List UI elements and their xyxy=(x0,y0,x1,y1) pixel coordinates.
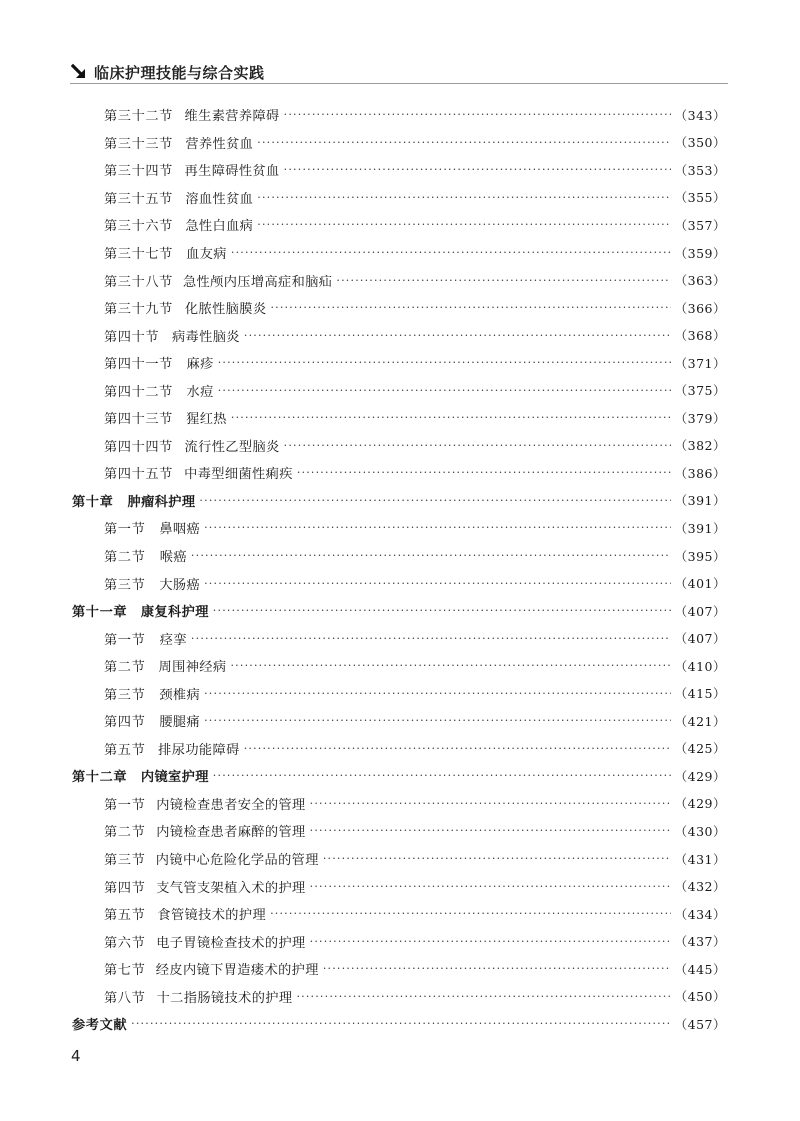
toc-section-entry[interactable] xyxy=(72,211,726,239)
entry-title: 腰腿痛 xyxy=(159,715,201,731)
dot-leader xyxy=(310,935,671,948)
entry-page-number: （457） xyxy=(674,1016,726,1032)
entry-label: 第一节 xyxy=(104,522,146,538)
toc-section-entry[interactable] xyxy=(72,927,726,955)
entry-title: 十二指肠镜技术的护理 xyxy=(156,990,293,1006)
entry-label: 第八节 xyxy=(104,990,146,1006)
toc-section-entry[interactable] xyxy=(72,321,726,349)
entry-title: 中毒型细菌性痢疾 xyxy=(184,467,293,483)
entry-label: 第三节 xyxy=(104,577,146,593)
entry-label: 第四十一节 xyxy=(104,357,173,373)
toc-section-entry[interactable] xyxy=(72,624,726,652)
entry-title: 鼻咽癌 xyxy=(159,522,201,538)
entry-page-number: （429） xyxy=(674,796,726,812)
toc-section-entry[interactable] xyxy=(72,845,726,873)
entry-label: 第四十五节 xyxy=(104,467,173,483)
toc-chapter-entry[interactable] xyxy=(72,1010,726,1038)
entry-page-number: （407） xyxy=(674,603,726,619)
entry-title: 支气管支架植入术的护理 xyxy=(156,880,306,896)
dot-leader xyxy=(270,907,671,920)
dot-leader xyxy=(336,274,670,287)
entry-label: 第四节 xyxy=(104,880,146,896)
entry-title: 麻疹 xyxy=(186,357,214,373)
entry-title: 大肠癌 xyxy=(159,577,201,593)
toc-chapter-entry[interactable] xyxy=(72,597,726,625)
dot-leader xyxy=(218,384,671,397)
toc-section-entry[interactable] xyxy=(72,239,726,267)
header-divider xyxy=(70,83,728,84)
entry-title: 流行性乙型脑炎 xyxy=(184,439,280,455)
toc-section-entry[interactable] xyxy=(72,459,726,487)
entry-label: 参考文献 xyxy=(72,1018,128,1034)
toc-section-entry[interactable] xyxy=(72,569,726,597)
entry-title: 周围神经病 xyxy=(158,660,227,676)
dot-leader xyxy=(297,466,671,479)
entry-label: 第四节 xyxy=(104,715,146,731)
entry-title: 康复科护理 xyxy=(140,605,209,621)
entry-title: 颈椎病 xyxy=(159,687,201,703)
entry-page-number: （343） xyxy=(674,107,726,123)
dot-leader xyxy=(257,136,670,149)
dot-leader xyxy=(204,714,671,727)
entry-page-number: （368） xyxy=(674,328,726,344)
toc-section-entry[interactable] xyxy=(72,983,726,1011)
toc-section-entry[interactable] xyxy=(72,817,726,845)
toc-chapter-entry[interactable] xyxy=(72,762,726,790)
dot-leader xyxy=(244,329,671,342)
entry-label: 第三十五节 xyxy=(104,191,173,207)
entry-label: 第三十三节 xyxy=(104,136,173,152)
toc-section-entry[interactable] xyxy=(72,790,726,818)
dot-leader xyxy=(284,439,671,452)
entry-label: 第五节 xyxy=(104,908,146,924)
dot-leader xyxy=(296,990,670,1003)
entry-page-number: （353） xyxy=(674,162,726,178)
entry-page-number: （379） xyxy=(674,410,726,426)
entry-label: 第三十二节 xyxy=(104,109,173,125)
toc-chapter-entry[interactable] xyxy=(72,487,726,515)
toc-section-entry[interactable] xyxy=(72,266,726,294)
entry-title: 电子胃镜检查技术的护理 xyxy=(156,935,306,951)
dot-leader xyxy=(310,824,671,837)
entry-page-number: （421） xyxy=(674,713,726,729)
entry-label: 第一节 xyxy=(104,797,146,813)
entry-page-number: （391） xyxy=(674,493,726,509)
entry-title: 内镜检查患者麻醉的管理 xyxy=(156,825,306,841)
entry-label: 第七节 xyxy=(104,963,146,979)
entry-label: 第三节 xyxy=(104,853,146,869)
entry-title: 痉挛 xyxy=(159,632,187,648)
dot-leader xyxy=(230,659,670,672)
entry-page-number: （386） xyxy=(674,465,726,481)
entry-label: 第三十六节 xyxy=(104,219,173,235)
entry-page-number: （431） xyxy=(674,851,726,867)
entry-label: 第五节 xyxy=(104,742,146,758)
entry-title: 营养性贫血 xyxy=(185,136,254,152)
dot-leader xyxy=(270,301,670,314)
entry-label: 第二节 xyxy=(104,660,146,676)
toc-section-entry[interactable] xyxy=(72,652,726,680)
entry-page-number: （415） xyxy=(674,686,726,702)
dot-leader xyxy=(131,1017,670,1030)
toc-section-entry[interactable] xyxy=(72,900,726,928)
entry-title: 猩红热 xyxy=(186,412,227,428)
entry-page-number: （425） xyxy=(674,741,726,757)
entry-label: 第二节 xyxy=(104,550,146,566)
entry-page-number: （432） xyxy=(674,879,726,895)
entry-page-number: （410） xyxy=(674,658,726,674)
entry-page-number: （350） xyxy=(674,135,726,151)
toc-section-entry[interactable] xyxy=(72,294,726,322)
entry-title: 内镜中心危险化学品的管理 xyxy=(155,853,319,869)
entry-page-number: （430） xyxy=(674,823,726,839)
entry-title: 溶血性贫血 xyxy=(185,191,254,207)
dot-leader xyxy=(199,494,670,507)
entry-page-number: （434） xyxy=(674,906,726,922)
toc-section-entry[interactable] xyxy=(72,735,726,763)
dot-leader xyxy=(191,632,671,645)
entry-title: 食管镜技术的护理 xyxy=(157,908,267,924)
entry-label: 第十二章 xyxy=(72,770,128,786)
entry-title: 再生障碍性贫血 xyxy=(184,164,280,180)
entry-label: 第三十四节 xyxy=(104,164,173,180)
dot-leader xyxy=(284,108,671,121)
running-header xyxy=(70,58,728,86)
toc-section-entry[interactable] xyxy=(72,156,726,184)
entry-title: 血友病 xyxy=(186,247,227,262)
toc-section-entry[interactable] xyxy=(72,542,726,570)
book-title: 临床护理技能与综合实践 xyxy=(94,63,265,82)
entry-label: 第二节 xyxy=(104,825,146,841)
entry-label: 第十章 xyxy=(72,494,114,510)
entry-label: 第十一章 xyxy=(72,605,128,621)
entry-title: 急性颅内压增高症和脑疝 xyxy=(182,274,333,290)
dot-leader xyxy=(204,687,671,700)
entry-label: 第四十四节 xyxy=(104,439,173,455)
entry-page-number: （382） xyxy=(674,438,726,454)
entry-title: 经皮内镜下胃造瘘术的护理 xyxy=(155,963,319,979)
toc-section-entry[interactable] xyxy=(72,101,726,129)
entry-label: 第三十七节 xyxy=(104,247,173,262)
table-of-contents xyxy=(72,101,726,1038)
entry-page-number: （357） xyxy=(674,217,726,233)
entry-page-number: （363） xyxy=(674,273,726,289)
dot-leader xyxy=(218,356,671,369)
entry-title: 排尿功能障碍 xyxy=(158,742,240,758)
dot-leader xyxy=(244,742,671,755)
toc-section-entry[interactable] xyxy=(72,707,726,735)
arrow-down-right-icon xyxy=(70,63,88,81)
entry-title: 维生素营养障碍 xyxy=(184,109,280,125)
entry-label: 第四十二节 xyxy=(104,384,173,400)
toc-section-entry[interactable] xyxy=(72,349,726,377)
entry-page-number: （450） xyxy=(674,989,726,1005)
dot-leader xyxy=(231,246,671,259)
dot-leader xyxy=(310,880,671,893)
toc-section-entry[interactable] xyxy=(72,376,726,404)
entry-label: 第三十八节 xyxy=(104,274,173,290)
entry-label: 第四十三节 xyxy=(104,412,173,428)
toc-section-entry[interactable] xyxy=(72,679,726,707)
entry-title: 水痘 xyxy=(186,384,214,400)
entry-page-number: （355） xyxy=(674,190,726,206)
entry-title: 肿瘤科护理 xyxy=(127,494,196,510)
entry-label: 第六节 xyxy=(104,935,146,951)
toc-section-entry[interactable] xyxy=(72,432,726,460)
entry-page-number: （407） xyxy=(674,631,726,647)
entry-page-number: （395） xyxy=(674,548,726,564)
entry-page-number: （429） xyxy=(674,768,726,784)
toc-section-entry[interactable] xyxy=(72,955,726,983)
entry-page-number: （371） xyxy=(674,355,726,371)
dot-leader xyxy=(204,577,671,590)
entry-title: 内镜检查患者安全的管理 xyxy=(156,797,306,813)
page-number: 4 xyxy=(71,1047,81,1065)
entry-page-number: （445） xyxy=(674,961,726,977)
entry-label: 第四十节 xyxy=(104,329,160,345)
dot-leader xyxy=(323,962,671,975)
toc-section-entry[interactable] xyxy=(72,129,726,157)
dot-leader xyxy=(191,549,671,562)
entry-page-number: （375） xyxy=(674,383,726,399)
dot-leader xyxy=(213,604,671,617)
entry-title: 急性白血病 xyxy=(185,219,254,235)
dot-leader xyxy=(257,191,670,204)
entry-page-number: （359） xyxy=(674,245,726,261)
entry-title: 内镜室护理 xyxy=(140,770,209,786)
dot-leader xyxy=(204,521,671,534)
entry-page-number: （391） xyxy=(674,520,726,536)
toc-section-entry[interactable] xyxy=(72,184,726,212)
entry-label: 第一节 xyxy=(104,632,146,648)
dot-leader xyxy=(213,769,671,782)
dot-leader xyxy=(323,852,671,865)
dot-leader xyxy=(231,411,671,424)
entry-label: 第三十九节 xyxy=(104,302,173,318)
entry-label: 第三节 xyxy=(104,687,146,703)
entry-title: 病毒性脑炎 xyxy=(171,329,240,345)
toc-section-entry[interactable] xyxy=(72,404,726,432)
toc-section-entry[interactable] xyxy=(72,872,726,900)
entry-title: 化脓性脑膜炎 xyxy=(184,302,267,318)
entry-page-number: （401） xyxy=(674,576,726,592)
toc-section-entry[interactable] xyxy=(72,514,726,542)
entry-page-number: （437） xyxy=(674,934,726,950)
dot-leader xyxy=(257,218,670,231)
dot-leader xyxy=(284,163,671,176)
entry-page-number: （366） xyxy=(674,300,726,316)
entry-title: 喉癌 xyxy=(159,550,187,566)
dot-leader xyxy=(310,797,671,810)
